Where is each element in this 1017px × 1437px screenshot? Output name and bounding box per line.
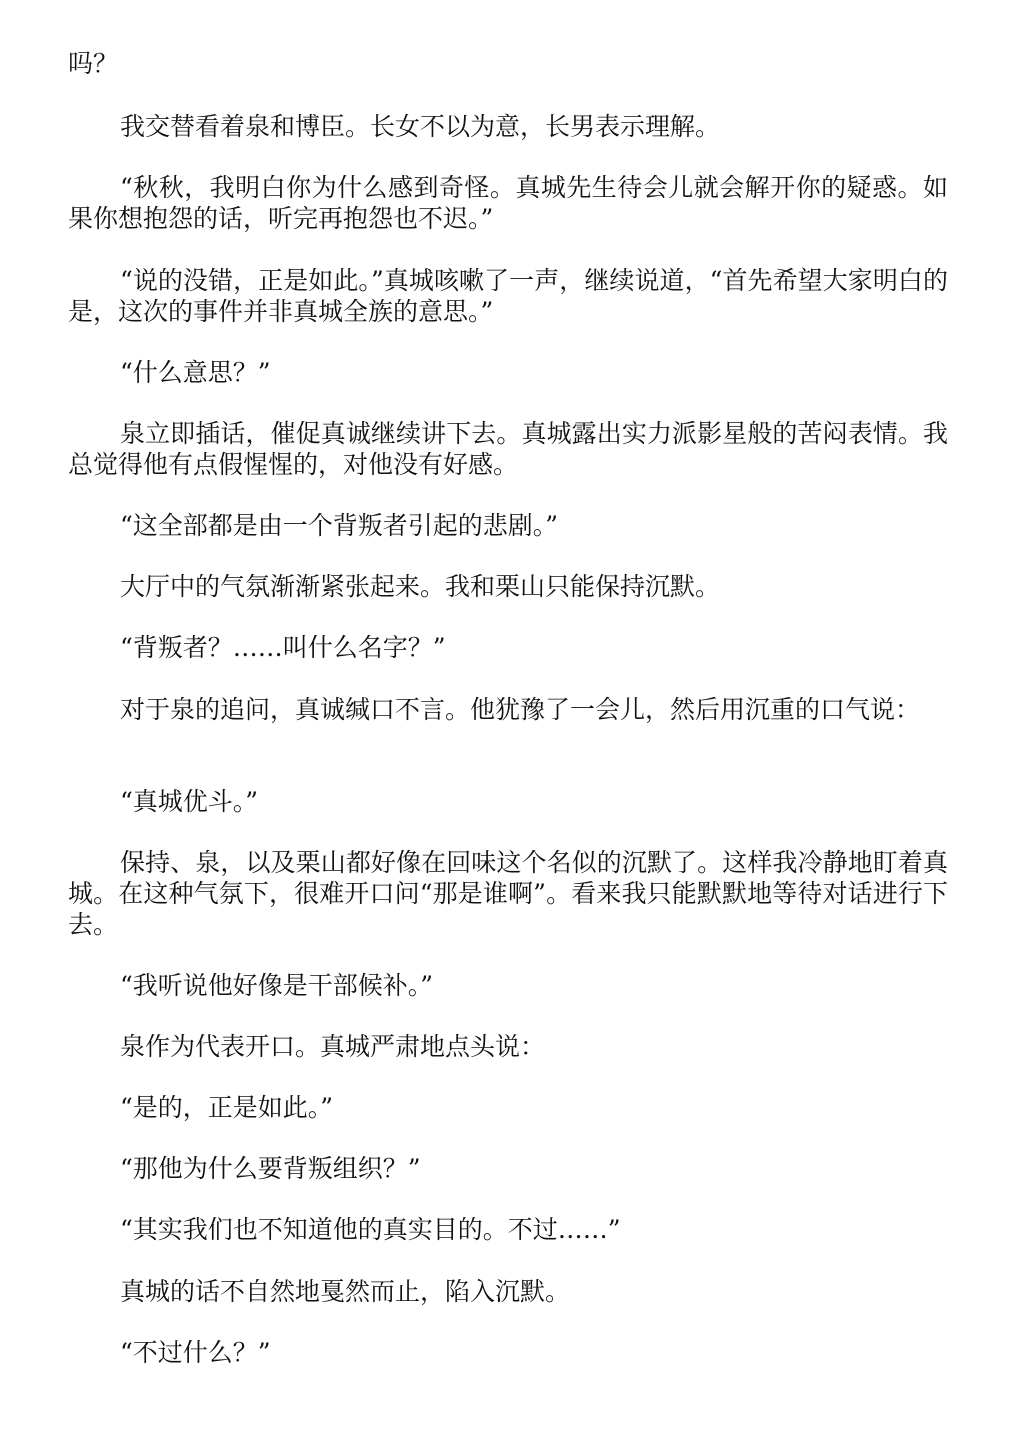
paragraph-16: “那他为什么要背叛组织？”	[120, 1154, 421, 1183]
paragraph-1: 吗？	[68, 49, 119, 78]
paragraph-5: “什么意思？”	[120, 358, 271, 387]
paragraph-8: 大厅中的气氛渐渐紧张起来。我和栗山只能保持沉默。	[120, 572, 721, 601]
paragraph-12: 保持、泉，以及栗山都好像在回味这个名似的沉默了。这样我冷静地盯着真城。在这种气氛下，很难开口问“那是谁啊”。看来我只能默默地等待对话进行下去。	[68, 848, 948, 939]
paragraph-7: “这全部都是由一个背叛者引起的悲剧。”	[120, 511, 559, 540]
paragraph-11: “真城优斗。”	[120, 787, 259, 816]
paragraph-15: “是的，正是如此。”	[120, 1093, 334, 1122]
paragraph-13: “我听说他好像是干部候补。”	[120, 971, 434, 1000]
paragraph-10: 对于泉的追问，真诚缄口不言。他犹豫了一会儿，然后用沉重的口气说：	[120, 695, 921, 724]
paragraph-18: 真城的话不自然地戛然而止，陷入沉默。	[120, 1277, 571, 1306]
paragraph-6: 泉立即插话，催促真诚继续讲下去。真城露出实力派影星般的苦闷表情。我总觉得他有点假惺惺的，对他没有好感。	[68, 419, 948, 479]
paragraph-4: “说的没错，正是如此。”真城咳嗽了一声，继续说道，“首先希望大家明白的是，这次的事件并非真城全族的意思。”	[68, 266, 948, 326]
paragraph-19: “不过什么？”	[120, 1338, 271, 1367]
paragraph-2: 我交替看着泉和博臣。长女不以为意，长男表示理解。	[120, 112, 721, 141]
paragraph-3: “秋秋，我明白你为什么感到奇怪。真城先生待会儿就会解开你的疑惑。如果你想抱怨的话，听完再抱怨也不迟。”	[68, 173, 948, 233]
paragraph-17: “其实我们也不知道他的真实目的。不过……”	[120, 1215, 621, 1244]
paragraph-14: 泉作为代表开口。真城严肃地点头说：	[120, 1032, 546, 1061]
paragraph-9: “背叛者？……叫什么名字？”	[120, 633, 446, 662]
